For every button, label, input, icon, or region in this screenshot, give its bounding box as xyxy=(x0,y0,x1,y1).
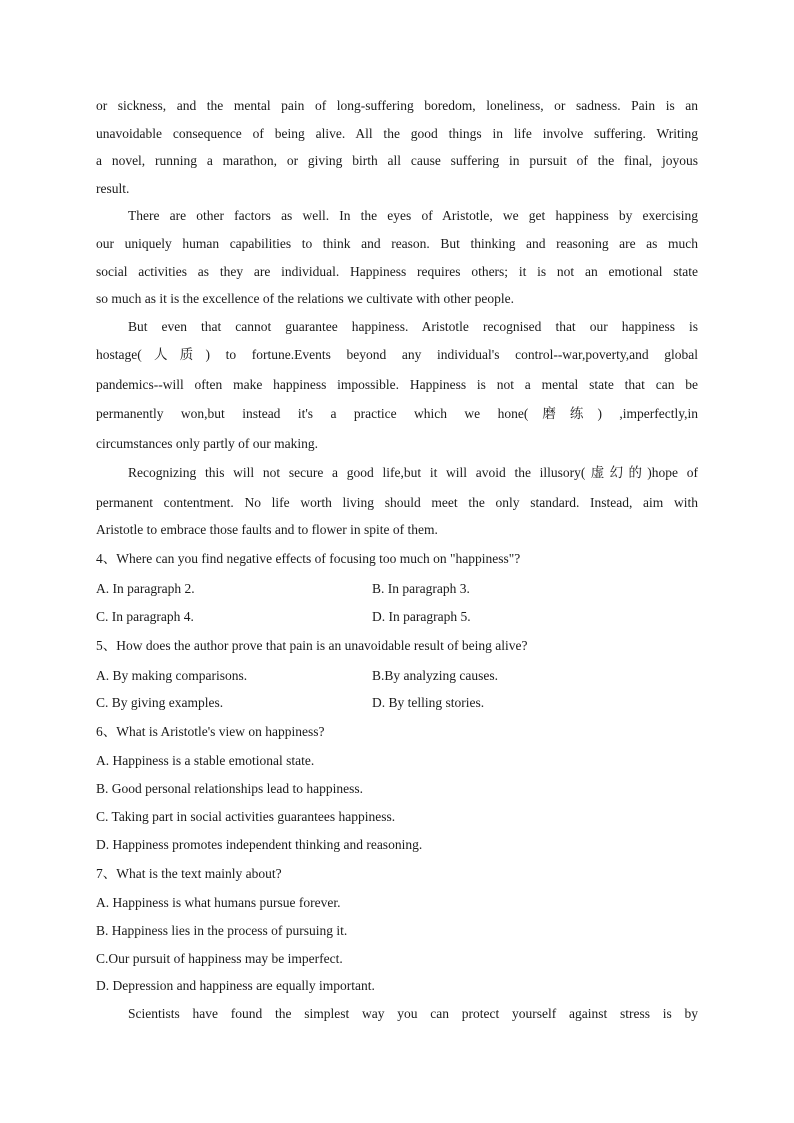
question-option: D. By telling stories. xyxy=(372,695,485,710)
passage-line: circumstances only partly of our making. xyxy=(96,436,318,451)
passage-line: unavoidable consequence of being alive. All the good things in life involve suffering. Writing xyxy=(96,126,698,141)
question-option: D. Happiness promotes independent thinking and reasoning. xyxy=(96,837,423,852)
question-stem: 4、Where can you find negative effects of focusing too much on "happiness"? xyxy=(96,551,521,566)
question-option: A. In paragraph 2. xyxy=(96,581,195,596)
passage-line: There are other factors as well. In the eyes of Aristotle, we get happiness by exercising xyxy=(128,208,698,223)
next-passage-line: Scientists have found the simplest way you can protect yourself against stress is by xyxy=(128,1006,698,1021)
question-option: D. In paragraph 5. xyxy=(372,609,471,624)
passage-line: social activities as they are individual. Happiness requires others; it is not an emotional state xyxy=(96,264,698,279)
question-option: B. Happiness lies in the process of pursuing it. xyxy=(96,923,348,938)
question-option: C. Taking part in social activities guarantees happiness. xyxy=(96,809,396,824)
passage-line: But even that cannot guarantee happiness. Aristotle recognised that our happiness is xyxy=(128,319,698,334)
question-stem: 7、What is the text mainly about? xyxy=(96,866,282,881)
question-option: A. By making comparisons. xyxy=(96,668,248,683)
question-stem: 6、What is Aristotle's view on happiness? xyxy=(96,724,325,739)
question-option: B. In paragraph 3. xyxy=(372,581,470,596)
passage-line: our uniquely human capabilities to think and reason. But thinking and reasoning are as much xyxy=(96,236,698,251)
question-option: C. In paragraph 4. xyxy=(96,609,194,624)
question-option: C.Our pursuit of happiness may be imperfect. xyxy=(96,951,343,966)
passage-line: so much as it is the excellence of the relations we cultivate with other people. xyxy=(96,291,514,306)
question-option: B.By analyzing causes. xyxy=(372,668,498,683)
passage-line: or sickness, and the mental pain of long-suffering boredom, loneliness, or sadness. Pain is an xyxy=(96,98,698,113)
passage-line: result. xyxy=(96,181,130,196)
passage-line: permanently won,but instead it's a practice which we hone(磨练) ,imperfectly,in xyxy=(96,406,698,421)
question-option: B. Good personal relationships lead to happiness. xyxy=(96,781,363,796)
question-option: A. Happiness is a stable emotional state. xyxy=(96,753,315,768)
question-option: D. Depression and happiness are equally important. xyxy=(96,978,375,993)
passage-line: permanent contentment. No life worth living should meet the only standard. Instead, aim with xyxy=(96,495,698,510)
question-option: A. Happiness is what humans pursue forever. xyxy=(96,895,341,910)
question-stem: 5、How does the author prove that pain is an unavoidable result of being alive? xyxy=(96,638,528,653)
passage-line: a novel, running a marathon, or giving birth all cause suffering in pursuit of the final, joyous xyxy=(96,153,698,168)
passage-line: Aristotle to embrace those faults and to flower in spite of them. xyxy=(96,522,438,537)
question-option: C. By giving examples. xyxy=(96,695,224,710)
passage-line: pandemics--will often make happiness impossible. Happiness is not a mental state that can be xyxy=(96,377,698,392)
passage-line: Recognizing this will not secure a good life,but it will avoid the illusory(虚幻的)hope of xyxy=(128,465,698,480)
passage-line: hostage(人质) to fortune.Events beyond any individual's control--war,poverty,and global xyxy=(96,347,698,362)
